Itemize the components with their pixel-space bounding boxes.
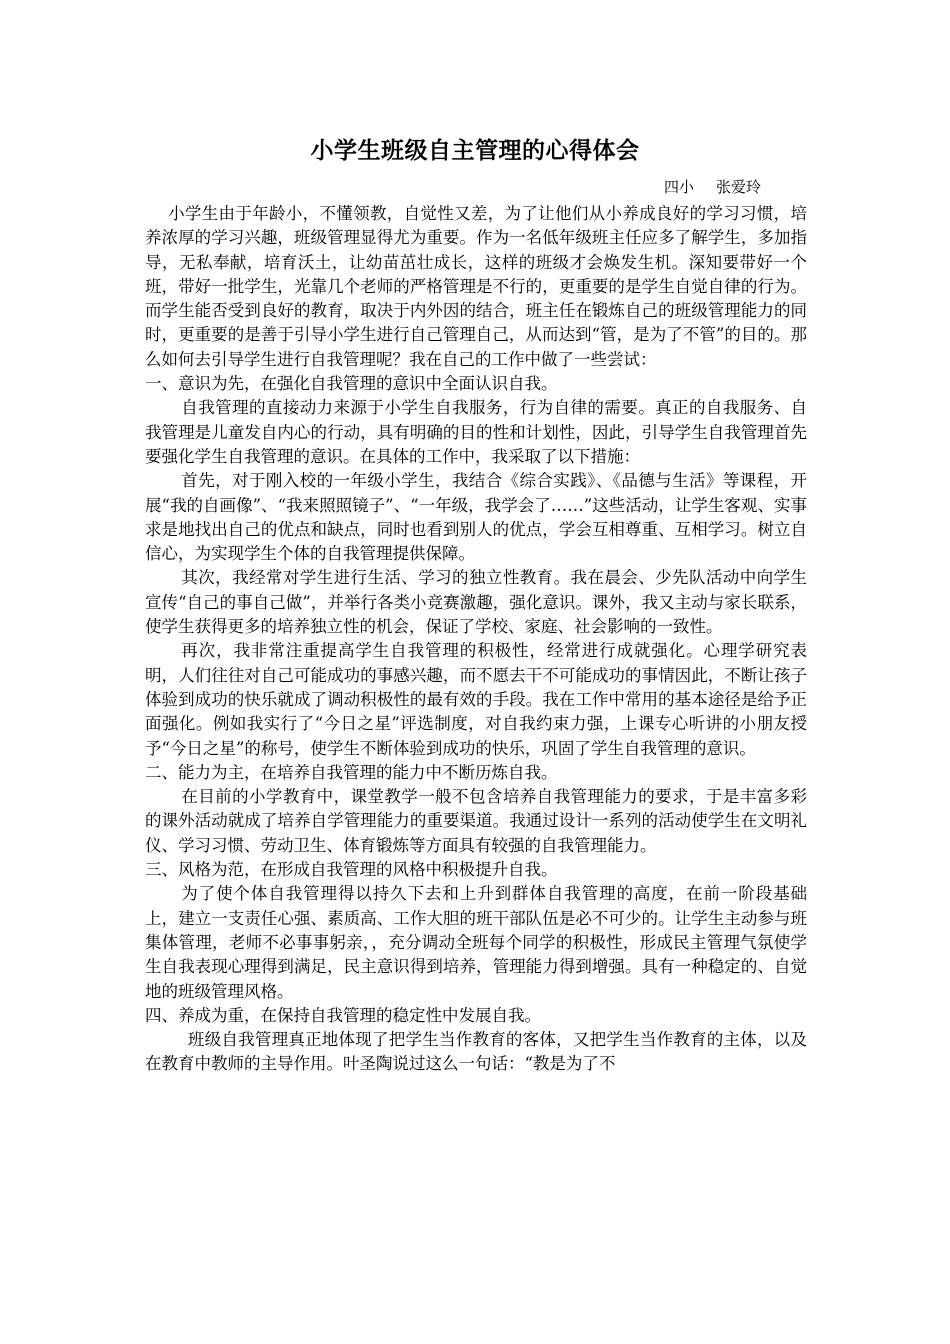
paragraph: 首先，对于刚入校的一年级小学生，我结合《综合实践》、《品德与生活》等课程，开展“我的自画像”、“我来照照镜子”、“一年级，我学会了……”这些活动，让学生客观、实事求是地找出自己的优点和缺点，同时也看到别人的优点，学会互相尊重、互相学习。树立自信心，为实现学生个体的自我管理提供保障。	[145, 471, 807, 564]
section-heading-4: 四、养成为重，在保持自我管理的稳定性中发展自我。	[145, 1005, 541, 1025]
paragraph: 自我管理的直接动力来源于小学生自我服务，行为自律的需要。真正的自我服务、自我管理是儿童发自内心的行动，具有明确的目的性和计划性，因此，引导学生自我管理首先要强化学生自我管理的意识。在具体的工作中，我采取了以下措施：	[145, 398, 807, 466]
author-school: 四小	[664, 178, 695, 196]
section-heading-1: 一、意识为先，在强化自我管理的意识中全面认识自我。	[145, 374, 558, 394]
section-heading-3: 三、风格为范，在形成自我管理的风格中积极提升自我。	[145, 860, 558, 880]
author-name: 张爱玲	[716, 178, 762, 196]
author-line	[664, 176, 761, 198]
document-body	[145, 202, 807, 1077]
paragraph: 班级自我管理真正地体现了把学生当作教育的客体，又把学生当作教育的主体，以及在教育中教师的主导作用。叶圣陶说过这么一句话：“教是为了不	[145, 1030, 807, 1074]
paragraph: 在目前的小学教育中，课堂教学一般不包含培养自我管理能力的要求，于是丰富多彩的课外活动就成了培养自学管理能力的重要渠道。我通过设计一系列的活动使学生在文明礼仪、学习习惯、劳动卫生、体育锻炼等方面具有较强的自我管理能力。	[145, 787, 807, 855]
paragraph: 再次，我非常注重提高学生自我管理的积极性，经常进行成就强化。心理学研究表明，人们往往对自己可能成功的事感兴趣，而不愿去干不可能成功的事情因此，不断让孩子体验到成功的快乐就成了调动积极性的最有效的手段。我在工作中常用的基本途径是给予正面强化。例如我实行了“今日之星”评选制度，对自我约束力强，上课专心听讲的小朋友授予“今日之星”的称号，使学生不断体验到成功的快乐，巩固了学生自我管理的意识。	[145, 641, 807, 758]
intro-paragraph: 小学生由于年龄小，不懂领教，自觉性又差，为了让他们从小养成良好的学习习惯，培养浓厚的学习兴趣，班级管理显得尤为重要。作为一名低年级班主任应多了解学生，多加指导，无私奉献，培育沃土，让幼苗茁壮成长，这样的班级才会焕发生机。深知要带好一个班，带好一批学生，光靠几个老师的严格管理是不行的，更重要的是学生自觉自律的行为。而学生能否受到良好的教育，取决于内外因的结合，班主任在锻炼自己的班级管理能力的同时，更重要的是善于引导小学生进行自己管理自己，从而达到“管，是为了不管”的目的。那么如何去引导学生进行自我管理呢？我在自己的工作中做了一些尝试：	[145, 204, 807, 369]
paragraph: 其次，我经常对学生进行生活、学习的独立性教育。我在晨会、少先队活动中向学生宣传“自己的事自己做”，并举行各类小竞赛激趣，强化意识。课外，我又主动与家长联系，使学生获得更多的培养独立性的机会，保证了学校、家庭、社会影响的一致性。	[145, 568, 807, 637]
document-title: 小学生班级自主管理的心得体会	[310, 137, 640, 164]
section-heading-2: 二、能力为主，在培养自我管理的能力中不断历炼自我。	[145, 762, 558, 782]
paragraph: 为了使个体自我管理得以持久下去和上升到群体自我管理的高度，在前一阶段基础上，建立一支责任心强、素质高、工作大胆的班干部队伍是必不可少的。让学生主动参与班集体管理，老师不必事事躬亲，，充分调动全班每个同学的积极性，形成民主管理气氛使学生自我表现心理得到满足，民主意识得到培养，管理能力得到增强。具有一种稳定的、自觉地的班级管理风格。	[145, 884, 807, 1001]
